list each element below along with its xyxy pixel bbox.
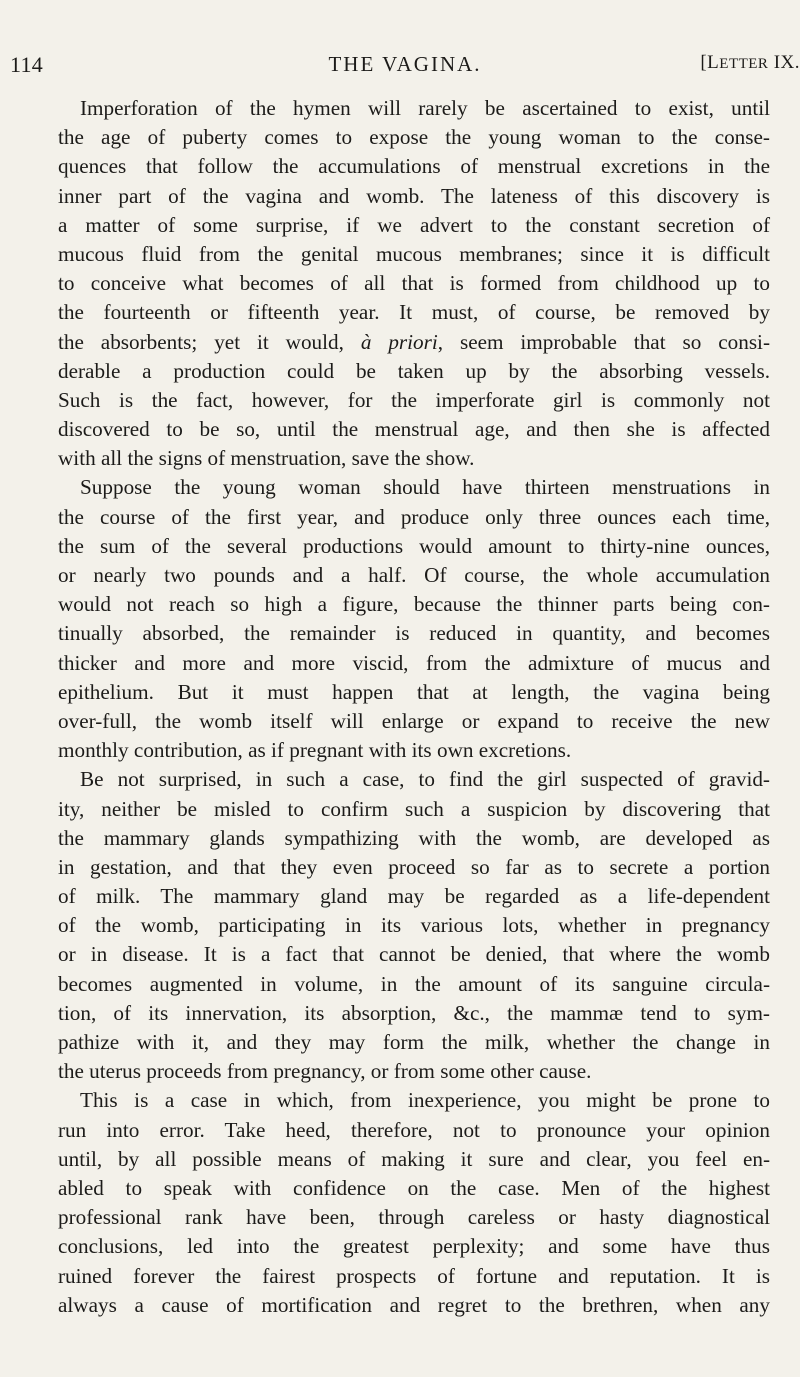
- letter-ref-prefix: [L: [700, 52, 720, 73]
- text-line: mucous fluid from the genital mucous membranes; since it is difficult: [58, 241, 770, 266]
- text-line: in gestation, and that they even proceed so far as to secrete a portion: [58, 854, 770, 879]
- text-line: becomes augmented in volume, in the amount of its sanguine circula-: [58, 971, 770, 996]
- text-line: ruined forever the fairest prospects of fortune and reputation. It is: [58, 1263, 770, 1288]
- text-line: the fourteenth or fifteenth year. It must, of course, be removed by: [58, 300, 770, 325]
- text-line: tion, of its innervation, its absorption, &c., the mammæ tend to sym-: [58, 1000, 770, 1025]
- text-line: abled to speak with confidence on the case. Men of the highest: [58, 1175, 770, 1200]
- text-line: quences that follow the accumulations of menstrual excretions in the: [58, 154, 770, 179]
- letter-ref-suffix: IX.: [768, 52, 800, 73]
- italic-phrase: à priori: [360, 329, 438, 354]
- text-line: the course of the first year, and produce only three ounces each time,: [58, 504, 770, 529]
- text-line: derable a production could be taken up by the absorbing vessels.: [58, 358, 770, 383]
- text-line: the age of puberty comes to expose the young woman to the conse-: [58, 125, 770, 150]
- page-number: 114: [10, 52, 44, 77]
- text-line: run into error. Take heed, therefore, not to pronounce your opinion: [58, 1117, 770, 1142]
- text-line: Suppose the young woman should have thirteen menstruations in: [80, 475, 770, 500]
- text-line: tinually absorbed, the remainder is reduced in quantity, and becomes: [58, 621, 770, 646]
- text-line: a matter of some surprise, if we advert to the constant secretion of: [58, 212, 770, 237]
- text-line: inner part of the vagina and womb. The lateness of this discovery is: [58, 183, 770, 208]
- text-line: [58, 328, 770, 357]
- text-line: always a cause of mortification and regret to the brethren, when any: [58, 1292, 770, 1317]
- text-line: thicker and more and more viscid, from the admixture of mucus and: [58, 650, 770, 675]
- text-line: or in disease. It is a fact that cannot be denied, that where the womb: [58, 942, 770, 967]
- text-line: or nearly two pounds and a half. Of course, the whole accumulation: [58, 563, 770, 587]
- text-line: This is a case in which, from inexperience, you might be prone to: [80, 1088, 770, 1113]
- text-line: with all the signs of menstruation, save the show.: [58, 446, 475, 471]
- text-line: monthly contribution, as if pregnant with its own excretions.: [58, 738, 572, 763]
- text-line: until, by all possible means of making it sure and clear, you feel en-: [58, 1146, 770, 1171]
- text-line: of the womb, participating in its various lots, whether in pregnancy: [58, 913, 770, 938]
- text-line: professional rank have been, through careless or hasty diagnostical: [58, 1205, 770, 1230]
- text-line: Be not surprised, in such a case, to find the girl suspected of gravid-: [80, 767, 770, 792]
- text-line: conclusions, led into the greatest perplexity; and some have thus: [58, 1234, 770, 1259]
- text-line: over-full, the womb itself will enlarge or expand to receive the new: [58, 708, 770, 733]
- running-title: THE VAGINA.: [328, 52, 482, 76]
- text-line: the uterus proceeds from pregnancy, or from some other cause.: [58, 1059, 592, 1084]
- body-text: [58, 94, 770, 1320]
- letter-reference: [700, 52, 800, 74]
- text-line: Such is the fact, however, for the imperforate girl is commonly not: [58, 387, 770, 412]
- text-line: ity, neither be misled to confirm such a suspicion by discovering that: [58, 796, 770, 821]
- letter-ref-smallcaps: ETTER: [719, 56, 769, 72]
- text-line: the sum of the several productions would amount to thirty-nine ounces,: [58, 533, 770, 558]
- text-line: to conceive what becomes of all that is formed from childhood up to: [58, 271, 770, 296]
- text-line: pathize with it, and they may form the milk, whether the change in: [58, 1030, 770, 1054]
- text-line: the mammary glands sympathizing with the womb, are developed as: [58, 825, 770, 850]
- text-segment: the absorbents; yet it would,: [58, 329, 361, 354]
- text-line: Imperforation of the hymen will rarely be ascertained to exist, until: [80, 96, 770, 120]
- text-segment: , seem improbable that so consi-: [437, 329, 771, 354]
- text-line: discovered to be so, until the menstrual age, and then she is affected: [58, 417, 770, 442]
- text-line: epithelium. But it must happen that at length, the vagina being: [58, 679, 770, 704]
- running-head: [10, 52, 800, 82]
- text-line: would not reach so high a figure, because the thinner parts being con-: [58, 592, 770, 617]
- text-line: of milk. The mammary gland may be regarded as a life-dependent: [58, 884, 770, 909]
